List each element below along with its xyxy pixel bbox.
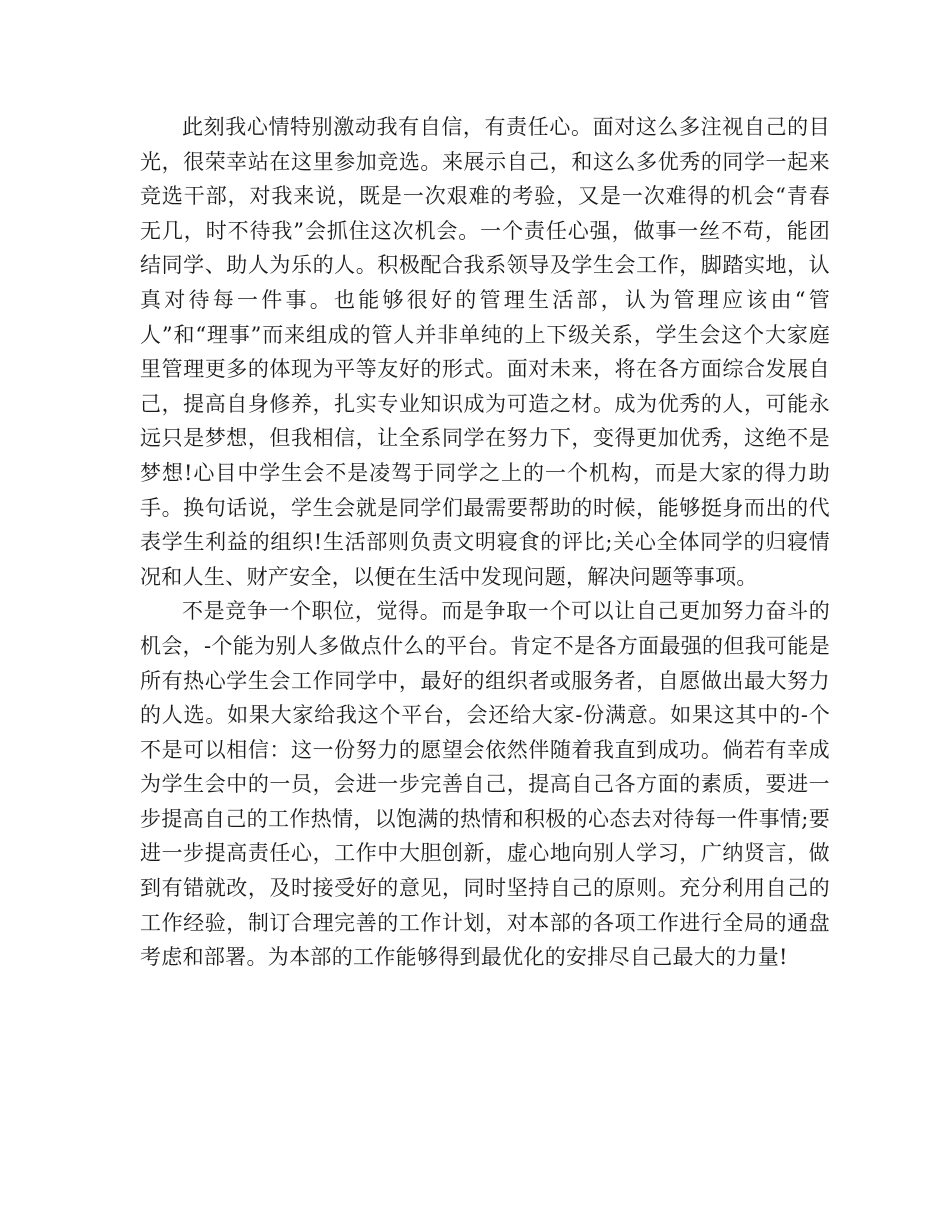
paragraph-2: 不是竞争一个职位，觉得。而是争取一个可以让自己更加努力奋斗的机会，-个能为别人多做点什么的平台。肯定不是各方面最强的但我可能是所有热心学生会工作同学中，最好的组织者或服务者，自愿做出最大努力的人选。如果大家给我这个平台，会还给大家-份满意。如果这其中的-个不是可以相信：这一份努力的愿望会依然伴随着我直到成功。倘若有幸成为学生会中的一员，会进一步完善自己，提高自己各方面的素质，要进一步提高自己的工作热情，以饱满的热情和积极的心态去对待每一件事情;要进一步提高责任心，工作中大胆创新，虚心地向别人学习，广纳贤言，做到有错就改，及时接受好的意见，同时坚持自己的原则。充分利用自己的工作经验，制订合理完善的工作计划，对本部的各项工作进行全局的通盘考虑和部署。为本部的工作能够得到最优化的安排尽自己最大的力量! xyxy=(140,599,830,970)
document-body xyxy=(140,110,830,975)
paragraph-1: 此刻我心情特别激动我有自信，有责任心。面对这么多注视自己的目光，很荣幸站在这里参加竞选。来展示自己，和这么多优秀的同学一起来竞选干部，对我来说，既是一次艰难的考验，又是一次难得的机会“青春无几，时不待我”会抓住这次机会。一个责任心强，做事一丝不苟，能团结同学、助人为乐的人。积极配合我系领导及学生会工作，脚踏实地，认真对待每一件事。也能够很好的管理生活部，认为管理应该由“管人”和“理事”而来组成的管人并非单纯的上下级关系，学生会这个大家庭里管理更多的体现为平等友好的形式。面对未来，将在各方面综合发展自己，提高自身修养，扎实专业知识成为可造之材。成为优秀的人，可能永远只是梦想，但我相信，让全系同学在努力下，变得更加优秀，这绝不是梦想!心目中学生会不是凌驾于同学之上的一个机构，而是大家的得力助手。换句话说，学生会就是同学们最需要帮助的时候，能够挺身而出的代表学生利益的组织!生活部则负责文明寝食的评比;关心全体同学的归寝情况和人生、财产安全，以便在生活中发现问题，解决问题等事项。 xyxy=(140,115,830,589)
